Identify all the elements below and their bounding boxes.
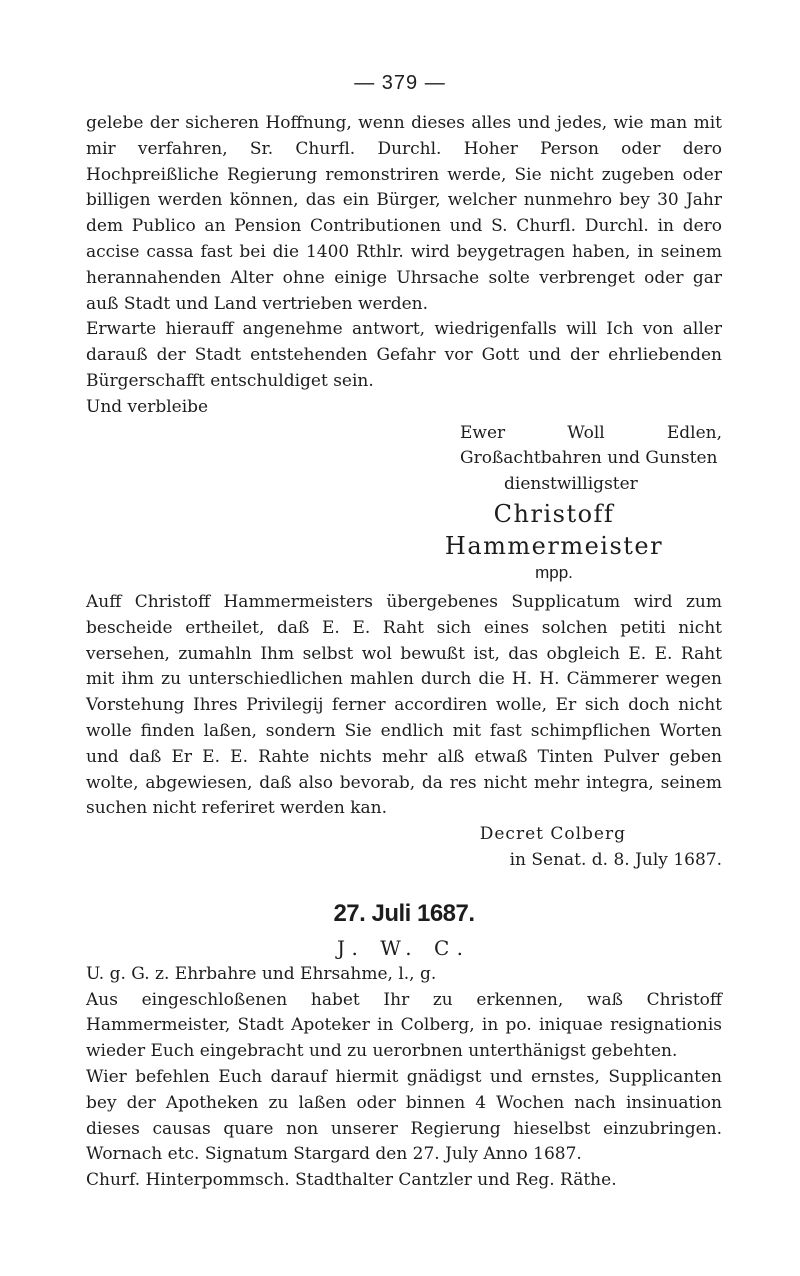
- paragraph-5: Aus eingeschloßenen habet Ihr zu erkennen, waß Christoff Hammermeister, Stadt Apoteker in Colberg, in po. iniquae resignationis wieder Euch eingebracht und zu uerorbnen unterthänigst gebehten.: [86, 989, 722, 1062]
- salutation-line: U. g. G. z. Ehrbahre und Ehrsahme, l., g.: [86, 963, 437, 984]
- senat-line: in Senat. d. 8. July 1687.: [509, 849, 722, 870]
- decret-line: Decret Colberg: [479, 824, 626, 845]
- paragraph-6: Wier befehlen Euch darauf hiermit gnädigst und ernstes, Supplicanten bey der Apotheken zu laßen oder binnen 4 Wochen nach insinuation dieses causas quare non unserer Regierung hieselbst einzubringen. Wornach etc. Signatum Stargard den 27. July Anno 1687.: [86, 1066, 722, 1165]
- paragraph-2: Erwarte hierauff angenehme antwort, wiedrigenfalls will Ich von aller darauß der Stadt entstehenden Gefahr vor Gott und der ehrliebenden Bürgerschafft entschuldiget sein.: [86, 319, 722, 391]
- closing-line-3: dienstwilligster: [504, 474, 638, 495]
- closing-line-1: Und verbleibe: [86, 396, 209, 417]
- signer-suffix: mpp.: [535, 562, 573, 582]
- page-number: — 379 —: [354, 72, 446, 94]
- closing-line-2: Ewer Woll Edlen, Großachtbahren und Gunsten: [460, 422, 722, 469]
- section-heading: 27. Juli 1687.: [333, 899, 475, 927]
- initials-line: J. W. C.: [337, 935, 471, 960]
- text-body: [86, 111, 722, 1194]
- signer-name: Christoff Hammermeister: [444, 499, 664, 560]
- paragraph-7: Churf. Hinterpommsch. Stadthalter Cantzler und Reg. Räthe.: [86, 1170, 617, 1191]
- paragraph-3: Auff Christoff Hammermeisters übergebenes Supplicatum wird zum bescheide ertheilet, daß E. E. Raht sich eines solchen petiti nicht versehen, zumahln Ihm selbst wol bewußt ist, das obgleich E. E. Raht mit ihm zu unterschiedlichen mahlen durch die H. H. Cämmerer wegen Vorstehung Ihres Privilegij ferner accordiren wolle, Er sich doch nicht wolle finden laßen, sondern Sie endlich mit fast schimpflichen Worten und daß Er E. E. Rahte nichts mehr alß etwaß Tinten Pulver geben wolte, abgewiesen, daß also bevorab, da res nicht mehr integra, seinem suchen nicht referiret werden kan.: [86, 591, 722, 819]
- paragraph-1: gelebe der sicheren Hoffnung, wenn dieses alles und jedes, wie man mit mir verfahren, Sr. Churfl. Durchl. Hoher Person oder dero Hochpreißliche Regierung remonstriren werde, Sie nicht zugeben oder billigen werden können, das ein Bürger, welcher nunmehro bey 30 Jahr dem Publico an Pension Contributionen und S. Churfl. Durchl. in dero accise cassa fast bei die 1400 Rthlr. wird beygetragen haben, in seinem herannahenden Alter ohne einige Uhrsache solte verbrenget oder gar auß Stadt und Land vertrieben werden.: [86, 113, 722, 314]
